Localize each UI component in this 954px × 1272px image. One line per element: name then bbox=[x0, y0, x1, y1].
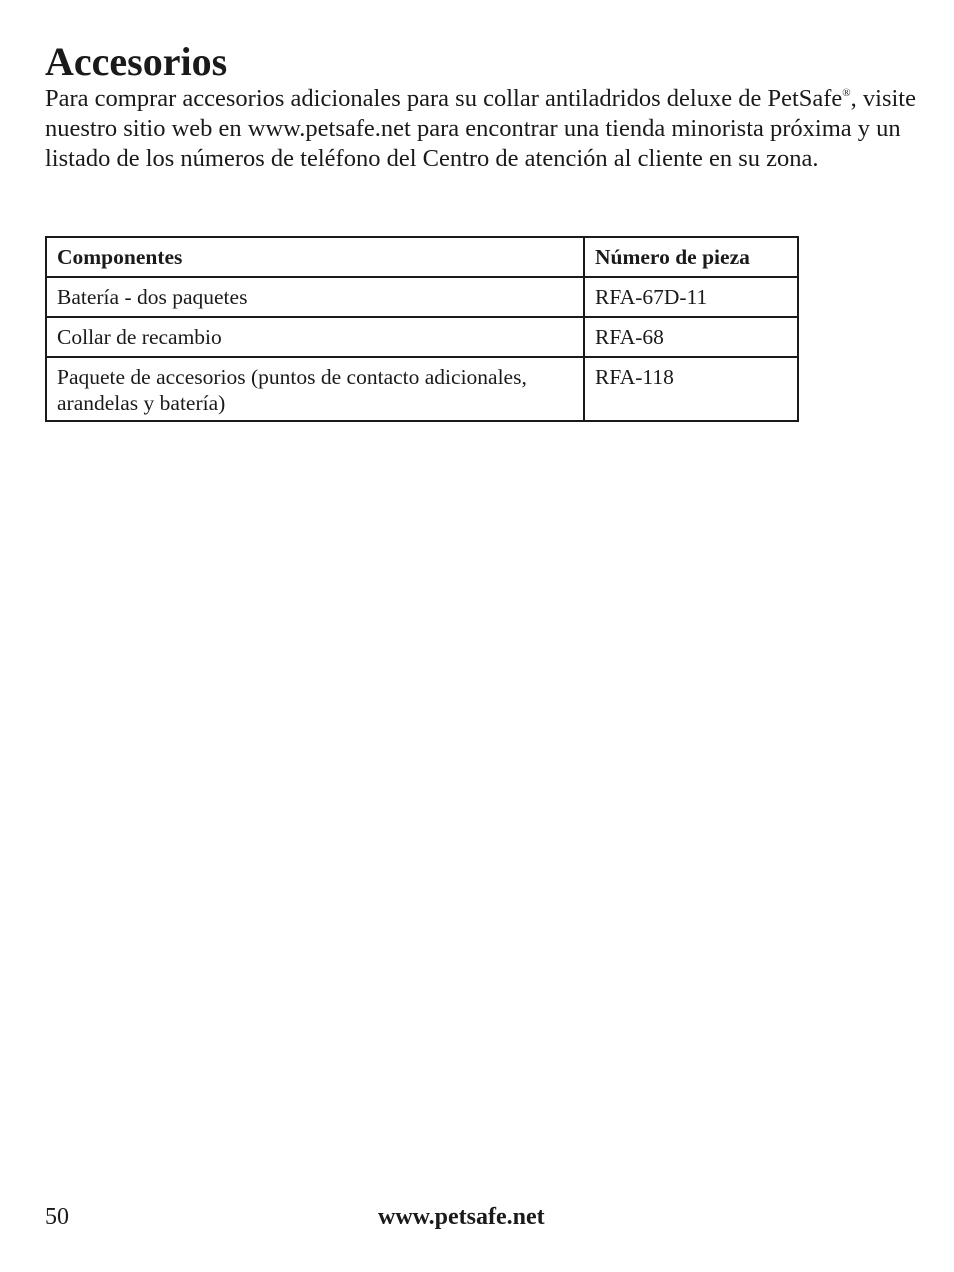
page-title: Accesorios bbox=[45, 39, 228, 84]
part-number-cell: RFA-67D-11 bbox=[584, 277, 798, 317]
intro-paragraph bbox=[45, 84, 925, 174]
component-cell: Paquete de accesorios (puntos de contacto adicionales, arandelas y batería) bbox=[46, 357, 584, 421]
table-header-row bbox=[46, 237, 798, 277]
header-componentes: Componentes bbox=[46, 237, 584, 277]
trademark-symbol: ® bbox=[842, 87, 851, 99]
intro-text-1: Para comprar accesorios adicionales para su collar antiladridos deluxe de PetSafe bbox=[45, 85, 843, 112]
table-row bbox=[46, 277, 798, 317]
component-cell: Batería - dos paquetes bbox=[46, 277, 584, 317]
part-number-cell: RFA-68 bbox=[584, 317, 798, 357]
header-numero-de-pieza: Número de pieza bbox=[584, 237, 798, 277]
component-cell: Collar de recambio bbox=[46, 317, 584, 357]
intro-text-2: , visite nuestro sitio web en www.petsafe.net para encontrar una tienda minorista próxima y un listado de los números de teléfono del Centro de atención al cliente en su zona. bbox=[45, 85, 916, 172]
part-number-cell: RFA-118 bbox=[584, 357, 798, 421]
page-number: 50 bbox=[45, 1204, 69, 1230]
table-row bbox=[46, 357, 798, 421]
table-row bbox=[46, 317, 798, 357]
footer-url: www.petsafe.net bbox=[378, 1204, 545, 1230]
parts-table bbox=[45, 236, 799, 422]
